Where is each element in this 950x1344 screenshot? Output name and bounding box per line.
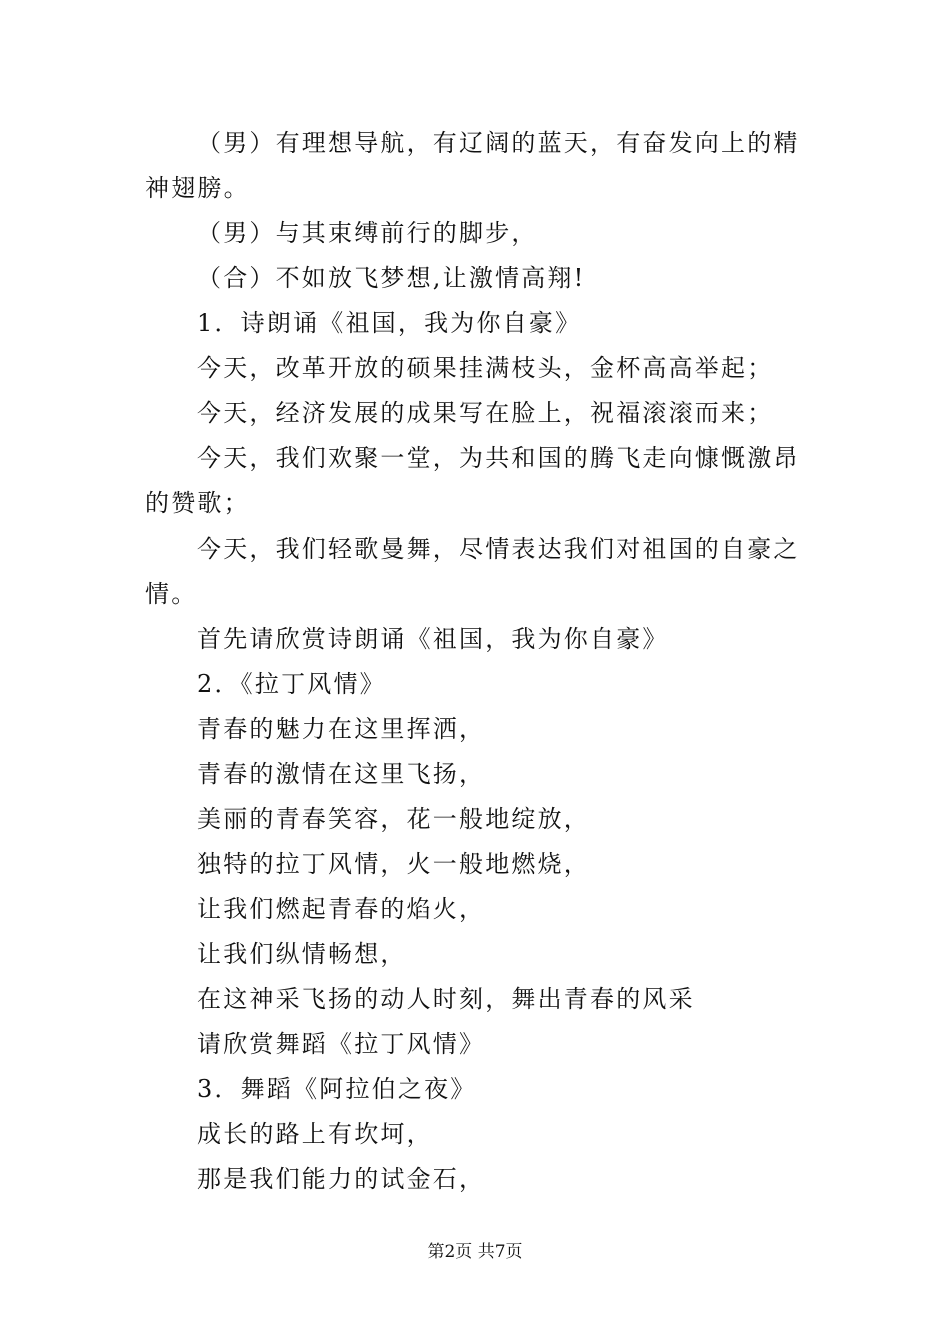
text-line: 今天，经济发展的成果写在脸上，祝福滚滚而来；: [197, 399, 774, 427]
text-line: 青春的激情在这里飞扬，: [197, 760, 486, 788]
text-line: 在这神采飞扬的动人时刻，舞出青春的风采: [197, 985, 695, 1013]
text-line: 3．舞蹈《阿拉伯之夜》: [197, 1075, 477, 1103]
text-line: 美丽的青春笑容，花一般地绽放，: [197, 805, 590, 833]
text-line: 首先请欣赏诗朗诵《祖国，我为你自豪》: [197, 625, 669, 653]
text-line: 今天，我们轻歌曼舞，尽情表达我们对祖国的自豪之: [197, 535, 800, 563]
text-line: （男）有理想导航，有辽阔的蓝天，有奋发向上的精: [197, 129, 800, 157]
text-line: 今天，我们欢聚一堂，为共和国的腾飞走向慷慨激昂: [197, 444, 800, 472]
text-line: 让我们纵情畅想，: [197, 940, 407, 968]
page-footer: 第2页 共7页: [427, 1242, 523, 1262]
text-line: 2．《拉丁风情》: [197, 670, 386, 698]
text-line: 神翅膀。: [145, 174, 250, 202]
text-line: 情。: [145, 580, 198, 608]
text-line: 让我们燃起青春的焰火，: [197, 895, 486, 923]
text-line: 那是我们能力的试金石，: [197, 1165, 486, 1193]
text-line: （男）与其束缚前行的脚步，: [197, 219, 538, 247]
text-line: （合）不如放飞梦想,让激情高翔!: [197, 264, 586, 292]
text-line: 请欣赏舞蹈《拉丁风情》: [197, 1030, 486, 1058]
text-line: 今天，改革开放的硕果挂满枝头，金杯高高举起；: [197, 354, 774, 382]
text-line: 独特的拉丁风情，火一般地燃烧，: [197, 850, 590, 878]
text-line: 成长的路上有坎坷，: [197, 1120, 433, 1148]
text-line: 1．诗朗诵《祖国，我为你自豪》: [197, 309, 582, 337]
text-line: 的赞歌；: [145, 489, 250, 517]
text-line: 青春的魅力在这里挥洒，: [197, 715, 486, 743]
